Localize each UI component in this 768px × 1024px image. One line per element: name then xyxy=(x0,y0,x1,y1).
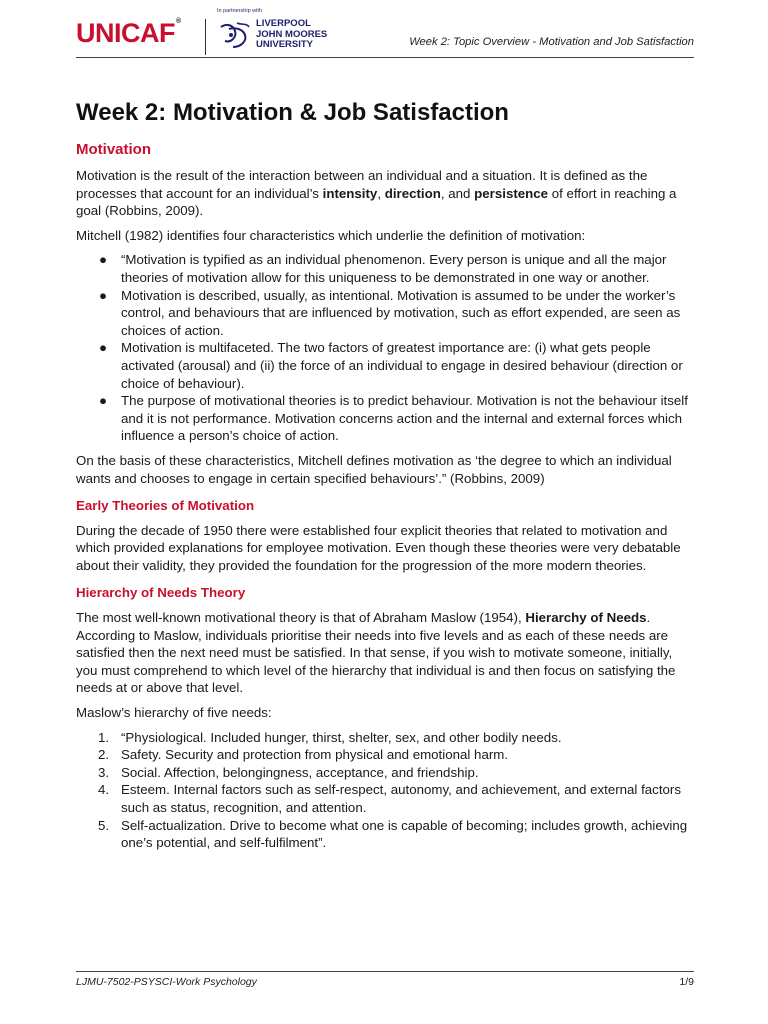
list-number: 4. xyxy=(98,782,110,798)
term-direction: direction xyxy=(384,185,441,201)
bullet-glyph: ● xyxy=(99,252,108,268)
ljmu-line-1: LIVERPOOL xyxy=(256,18,311,29)
hierarchy-body xyxy=(76,609,696,697)
definition-part-1: Motivation is the result of the interaction between an individual and a situation. It is defined as the processes that account for an individual’s xyxy=(76,168,648,201)
footer-rule xyxy=(76,971,694,972)
list-item xyxy=(76,729,696,747)
running-title: Week 2: Topic Overview - Motivation and Job Satisfaction xyxy=(409,36,694,48)
list-item xyxy=(76,764,696,782)
unicaf-logo-text: UNICAF xyxy=(76,18,175,48)
list-item xyxy=(76,392,696,445)
partner-label: In partnership with xyxy=(217,8,262,14)
need-text: Self-actualization. Drive to become what one is capable of becoming; includes growth, achieving one’s potential, and self-fulfilment”. xyxy=(121,817,688,851)
list-item xyxy=(76,251,696,286)
list-item xyxy=(76,339,696,392)
list-number: 5. xyxy=(98,817,110,833)
motivation-heading: Motivation xyxy=(76,141,151,158)
footer-course-code: LJMU-7502-PSYSCI-Work Psychology xyxy=(76,976,257,988)
needs-list-intro: Maslow’s hierarchy of five needs: xyxy=(76,705,272,721)
list-item xyxy=(76,287,696,340)
definition-sep-1: , xyxy=(377,185,385,201)
need-text: Esteem. Internal factors such as self-respect, autonomy, and achievement, and external factors such as status, recognition, and attention. xyxy=(121,782,681,815)
hierarchy-body-part-1: The most well-known motivational theory is that of Abraham Maslow (1954), xyxy=(76,610,526,626)
need-text: Safety. Security and protection from physical and emotional harm. xyxy=(121,747,509,763)
bullet-text: Motivation is described, usually, as intentional. Motivation is assumed to be under the worker’s control, and behaviours that are influenced by motivation, such as effort expended, are seen as choices of action. xyxy=(121,287,681,338)
hierarchy-heading: Hierarchy of Needs Theory xyxy=(76,585,246,601)
bullet-text: Motivation is multifaceted. The two factors of greatest importance are: (i) what gets people activated (arousal) and (ii) the force of an individual to engage in desired behaviour (direction or choice of behaviour). xyxy=(121,340,683,391)
list-number: 1. xyxy=(98,729,110,745)
page-number: 1/9 xyxy=(679,976,694,988)
mitchell-conclusion: On the basis of these characteristics, Mitchell defines motivation as ‘the degree to which an individual wants and chooses to engage in certain specified behaviours’.” (Robbins, 2009) xyxy=(76,452,672,486)
need-text: “Physiological. Included hunger, thirst, shelter, sex, and other bodily needs. xyxy=(121,729,562,745)
hierarchy-body-part-2: . According to Maslow, individuals prioritise their needs into five levels and as each of these needs are satisfied then the next need must be satisfied. In that sense, if you wish to motivate someone, initially, you must comprehend to which level of the hierarchy that individual is and then focus on satisfying the needs at or above that level. xyxy=(76,610,676,696)
list-item xyxy=(76,817,696,852)
logo-divider xyxy=(205,19,206,55)
header-rule xyxy=(76,57,694,58)
page-title: Week 2: Motivation & Job Satisfaction xyxy=(76,99,509,126)
registered-mark: ® xyxy=(176,18,181,25)
term-intensity: intensity xyxy=(322,185,378,201)
early-theories-body: During the decade of 1950 there were established four explicit theories that related to motivation and which provided explanations for employee motivation. Even though these theories were very debatable about their validity, they provided the foundation for the progression of the more modern theories. xyxy=(76,522,681,573)
unicaf-logo xyxy=(76,18,181,49)
page-content xyxy=(76,98,696,852)
term-persistence: persistence xyxy=(474,185,549,201)
bullet-glyph: ● xyxy=(99,287,108,303)
bullet-glyph: ● xyxy=(99,393,108,409)
bullet-text: The purpose of motivational theories is to predict behaviour. Motivation is not the behaviour itself and it is not performance. Motivation concerns action and the internal and external forces which influence a person’s choice of action. xyxy=(121,393,688,444)
hierarchy-term: Hierarchy of Needs xyxy=(525,610,647,626)
list-number: 3. xyxy=(98,764,110,780)
definition-sep-2: , and xyxy=(440,185,475,201)
ljmu-line-2: JOHN MOORES xyxy=(256,28,328,40)
list-item xyxy=(76,781,696,816)
list-item xyxy=(76,746,696,764)
need-text: Social. Affection, belongingness, acceptance, and friendship. xyxy=(121,764,479,780)
maslow-needs-list xyxy=(76,729,696,852)
bullet-text: “Motivation is typified as an individual phenomenon. Every person is unique and all the major theories of motivation allow for this uniqueness to be demonstrated in one way or another. xyxy=(121,252,667,285)
motivation-definition xyxy=(76,167,696,220)
early-theories-heading: Early Theories of Motivation xyxy=(76,498,255,514)
mitchell-characteristics-list xyxy=(76,251,696,445)
bullet-glyph: ● xyxy=(99,340,108,356)
ljmu-line-3: UNIVERSITY xyxy=(256,39,314,50)
page-header xyxy=(76,6,694,56)
definition-part-2: of effort in reaching a goal (Robbins, 2009). xyxy=(76,185,677,219)
mitchell-intro: Mitchell (1982) identifies four characteristics which underlie the definition of motivation: xyxy=(76,227,586,243)
ljmu-wordmark xyxy=(256,19,327,51)
list-number: 2. xyxy=(98,747,110,763)
ljmu-crest-icon xyxy=(217,19,251,53)
